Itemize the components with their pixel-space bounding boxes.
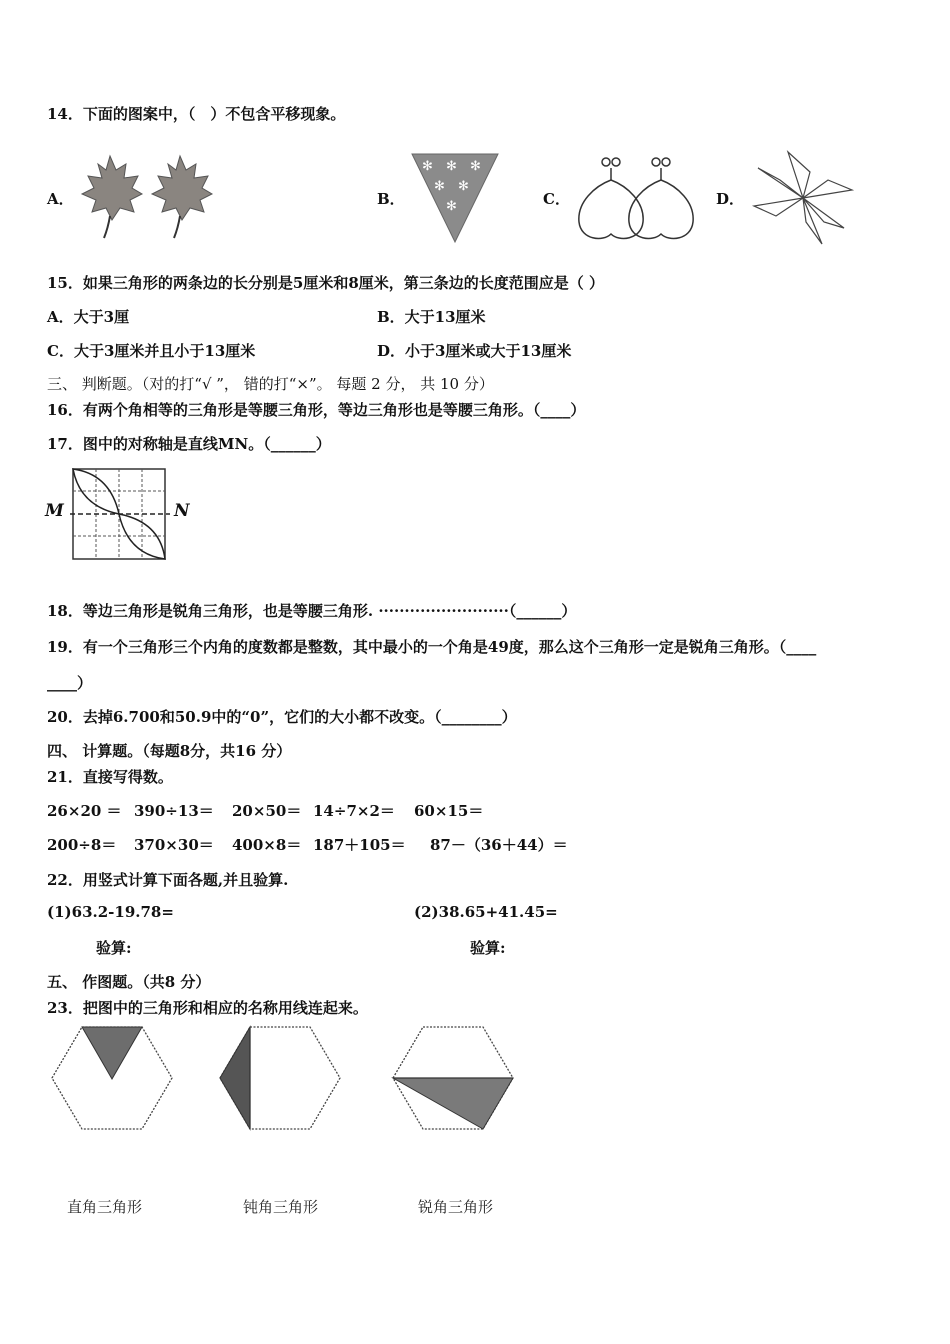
svg-text:✻: ✻ <box>422 159 433 174</box>
q23-stem: 23．把图中的三角形和相应的名称用线连起来。 <box>47 999 368 1017</box>
calc-item: 87－（36＋44）＝ <box>430 836 568 854</box>
q17-stem: 17．图中的对称轴是直线MN。（______） <box>47 435 331 453</box>
q15-option-a[interactable]: A．大于3厘 <box>47 308 130 326</box>
q14-option-b[interactable]: B． <box>377 190 405 208</box>
q15-option-c[interactable]: C．大于3厘米并且小于13厘米 <box>47 342 256 360</box>
hearts-figure <box>575 150 695 246</box>
calc-item: 20×50＝ <box>232 802 302 820</box>
label-right-triangle: 直角三角形 <box>67 1198 143 1216</box>
q22-stem: 22．用竖式计算下面各题,并且验算. <box>47 871 289 889</box>
svg-text:✻: ✻ <box>446 199 457 214</box>
section-5-title: 五、 作图题。（共8 分） <box>47 973 211 991</box>
q15-stem: 15．如果三角形的两条边的长分别是5厘米和8厘米，第三条边的长度范围应是（ ） <box>47 274 604 292</box>
q15-option-b[interactable]: B．大于13厘米 <box>377 308 486 326</box>
calc-item: 14÷7×2＝ <box>313 802 395 820</box>
q22-check-2: 验算: <box>470 939 506 957</box>
calc-item: 60×15＝ <box>414 802 484 820</box>
calc-item: 390÷13＝ <box>134 802 214 820</box>
q22-part1: (1)63.2-19.78= <box>47 903 174 921</box>
q16: 16．有两个角相等的三角形是等腰三角形，等边三角形也是等腰三角形。（____） <box>47 401 586 419</box>
maple-leaves-figure <box>76 152 216 242</box>
calc-item: 26×20 ＝ <box>47 802 122 820</box>
q15-option-d[interactable]: D．小于3厘米或大于13厘米 <box>377 342 572 360</box>
calc-item: 400×8＝ <box>232 836 302 854</box>
q22-part2: (2)38.65+41.45= <box>414 903 558 921</box>
svg-text:✻: ✻ <box>458 179 469 194</box>
q14-option-c[interactable]: C． <box>543 190 570 208</box>
triangle-snowflakes-figure <box>410 152 500 244</box>
q19-line2: ____） <box>47 674 93 692</box>
q22-check-1: 验算: <box>96 939 132 957</box>
q21-stem: 21．直接写得数。 <box>47 768 173 786</box>
section-4-title: 四、 计算题。（每题8分，共16 分） <box>47 742 292 760</box>
q18: 18．等边三角形是锐角三角形，也是等腰三角形. ·························（______） <box>47 602 577 620</box>
section-3-title: 三、 判断题。（对的打“√ ”， 错的打“×”。 每题 2 分， 共 10 分） <box>47 375 494 393</box>
label-obtuse-triangle: 钝角三角形 <box>243 1198 319 1216</box>
label-m: M <box>45 501 64 521</box>
calc-item: 370×30＝ <box>134 836 214 854</box>
label-n: N <box>174 501 190 521</box>
q14-stem: 14．下面的图案中，（ ）不包含平移现象。 <box>47 105 346 123</box>
svg-text:✻: ✻ <box>470 159 481 174</box>
symmetry-grid-figure <box>70 466 170 562</box>
hexagon-figure-2 <box>218 1025 342 1131</box>
label-acute-triangle: 锐角三角形 <box>418 1198 494 1216</box>
hexagon-figure-1 <box>50 1025 174 1131</box>
calc-item: 187＋105＝ <box>313 836 406 854</box>
q19-line1: 19．有一个三角形三个内角的度数都是整数，其中最小的一个角是49度，那么这个三角形一定是锐角三角形。（____ <box>47 638 817 656</box>
calc-item: 200÷8＝ <box>47 836 117 854</box>
q14-option-d[interactable]: D． <box>716 190 745 208</box>
q14-option-a[interactable]: A． <box>47 190 74 208</box>
svg-text:✻: ✻ <box>434 179 445 194</box>
q20: 20．去掉6.700和50.9中的“0”，它们的大小都不改变。（________） <box>47 708 517 726</box>
svg-text:✻: ✻ <box>446 159 457 174</box>
hexagon-figure-3 <box>391 1025 515 1131</box>
pinwheel-figure <box>748 150 858 246</box>
